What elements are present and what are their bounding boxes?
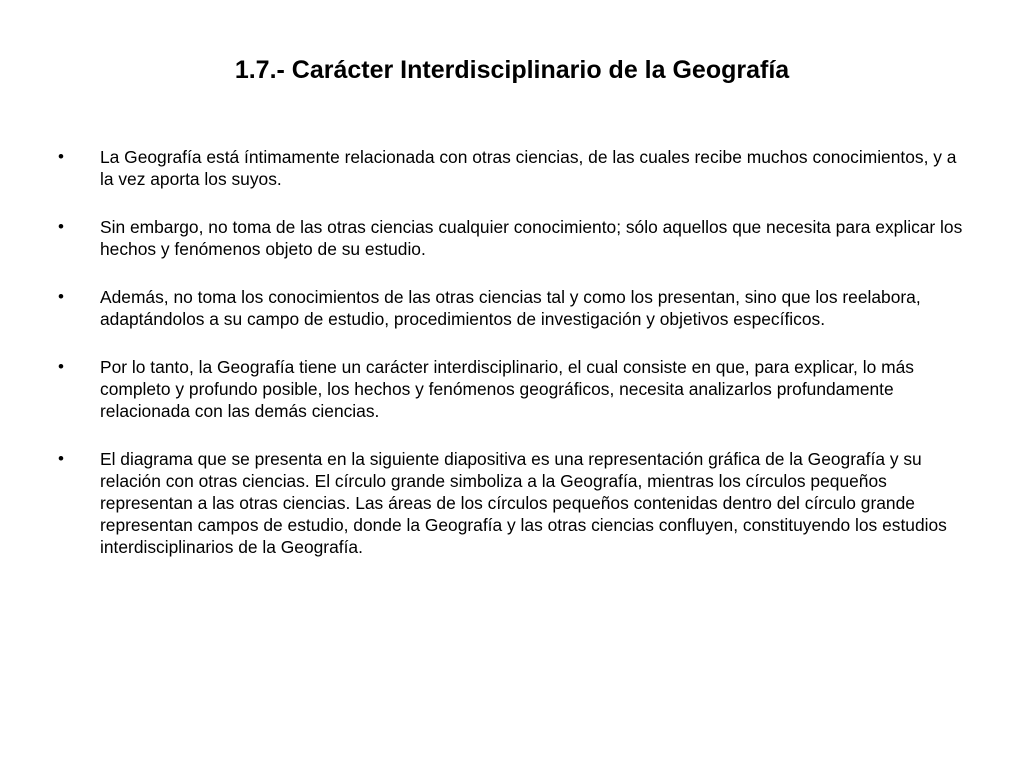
bullet-text: La Geografía está íntimamente relacionada con otras ciencias, de las cuales recibe muchos conocimientos, y a la vez aporta los suyos. [100,147,957,189]
bullet-text: Por lo tanto, la Geografía tiene un carácter interdisciplinario, el cual consiste en que, para explicar, lo más completo y profundo posible, los hechos y fenómenos geográficos, necesita analizarlos profundamente relacionada con las demás ciencias. [100,357,914,421]
bullet-text: El diagrama que se presenta en la siguiente diapositiva es una representación gráfica de la Geografía y su relación con otras ciencias. El círculo grande simboliza a la Geografía, mientras los círculos pequeños representan a las otras ciencias. Las áreas de los círculos pequeños contenidas dentro del círculo grande representan campos de estudio, donde la Geografía y las otras ciencias confluyen, constituyendo los estudios interdisciplinarios de la Geografía. [100,449,947,557]
bullet-item [58,216,968,260]
bullet-dot-icon: • [58,287,64,306]
bullet-item [58,286,968,330]
bullet-text: Sin embargo, no toma de las otras ciencias cualquier conocimiento; sólo aquellos que necesita para explicar los hechos y fenómenos objeto de su estudio. [100,217,963,259]
bullet-dot-icon: • [58,217,64,236]
bullet-item [58,146,968,190]
bullet-item [58,448,968,558]
slide-title: 1.7.- Carácter Interdisciplinario de la Geografía [234,56,790,84]
bullet-dot-icon: • [58,147,64,166]
bullet-list [58,146,968,584]
bullet-dot-icon: • [58,449,64,468]
bullet-item [58,356,968,422]
bullet-dot-icon: • [58,357,64,376]
bullet-text: Además, no toma los conocimientos de las otras ciencias tal y como los presentan, sino que los reelabora, adaptándolos a su campo de estudio, procedimientos de investigación y objetivos específicos. [100,287,921,329]
